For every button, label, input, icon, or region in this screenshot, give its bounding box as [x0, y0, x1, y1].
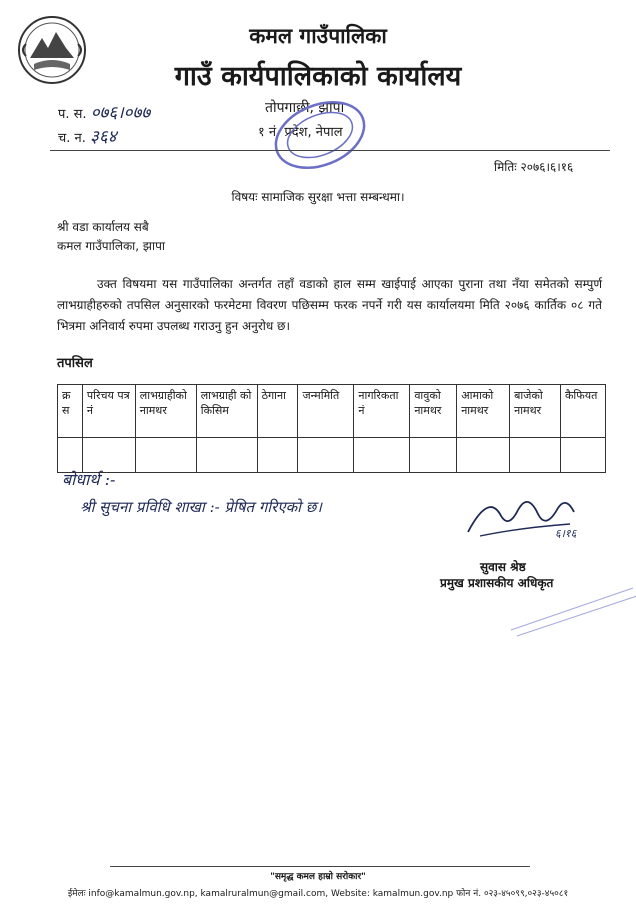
table-header-cell: वावुको नामथर: [410, 385, 457, 438]
address-line-1: तोपगाछी, झापा: [265, 100, 345, 116]
cc-note: श्री सुचना प्रविधि शाखा :- प्रेषित गरिएको छ।: [80, 498, 322, 516]
beneficiary-table: [57, 384, 606, 473]
table-header-cell: कैफियत: [560, 385, 605, 438]
table-cell: [510, 438, 561, 473]
footer-motto: "समृद्ध कमल हाम्रो सरोकार": [270, 872, 366, 882]
office-stamp-icon: [265, 95, 375, 175]
signatory-title: प्रमुख प्रशासकीय अधिकृत: [440, 576, 554, 590]
table-title: तपसिल: [57, 356, 93, 371]
table-header-cell: नागरिकता नं: [354, 385, 410, 438]
table-header-cell: लाभग्राही को किसिम: [196, 385, 257, 438]
table-header-cell: क्र स: [58, 385, 83, 438]
cn-row: [58, 124, 117, 147]
table-cell: [457, 438, 510, 473]
recipient-line-2: कमल गाउँपालिका, झापा: [57, 239, 166, 253]
signature-icon: [458, 484, 588, 554]
date-value: २०७६।६।१६: [520, 160, 574, 174]
table-header-cell: बाजेको नामथर: [510, 385, 561, 438]
table-cell: [354, 438, 410, 473]
address-line-2: १ नं. प्रदेश, नेपाल: [258, 125, 343, 140]
table-cell: [257, 438, 298, 473]
cn-label: च. न.: [58, 131, 86, 146]
cc-label: बोधार्थ :-: [62, 470, 116, 489]
ps-label: प. स.: [58, 107, 87, 122]
table-cell: [410, 438, 457, 473]
date-label: मितिः: [494, 160, 517, 174]
table-cell: [298, 438, 354, 473]
subject-line: विषयः सामाजिक सुरक्षा भत्ता सम्बन्धमा।: [231, 190, 405, 204]
date-row: [494, 158, 573, 175]
ps-value: ०७६।०७७: [90, 103, 151, 123]
header-divider: [50, 150, 610, 151]
signatory-name: सुवास श्रेष्ठ: [480, 560, 526, 574]
table-cell: [196, 438, 257, 473]
recipient-line-1: श्री वडा कार्यालय सबै: [57, 220, 149, 234]
table-header-cell: जन्ममिति: [298, 385, 354, 438]
table-header-row: [58, 385, 606, 438]
name-stamp-icon: [505, 570, 636, 640]
office-name: गाउँ कार्यपालिकाको कार्यालय: [174, 61, 462, 92]
table-header-cell: लाभग्राहीको नामथर: [135, 385, 196, 438]
footer-divider: [110, 866, 530, 867]
body-paragraph: उक्त विषयमा यस गाउँपालिका अन्तर्गत तहाँ वडाको हाल सम्म खाईपाई आएका पुराना तथा नँया समेतको सम्पुर्ण लाभग्राहीहरुको तपसिल अनुसारको फरमेटमा विवरण पछिसम्म फरक नपर्ने गरी यस कार्यालयमा मिति २०७६ कार्तिक ०८ गते भित्रमा अनिवार्य रुपमा उपलब्ध गराउनु हुन अनुरोध छ।: [57, 277, 602, 333]
footer-contact: ईमेलः info@kamalmun.gov.np, kamalruralmun@gmail.com, Website: kamalmun.gov.np फोन नं. ०२३-४५०९९,०२३-४५०८१: [67, 889, 569, 899]
org-name: कमल गाउँपालिका: [249, 24, 387, 48]
table-cell: [135, 438, 196, 473]
ps-row: [58, 100, 150, 123]
table-header-cell: परिचय पत्र नं: [82, 385, 135, 438]
table-header-cell: ठेगाना: [257, 385, 298, 438]
signature-date: ६।१६: [555, 527, 577, 540]
table-header-cell: आमाको नामथर: [457, 385, 510, 438]
table-cell: [560, 438, 605, 473]
table-row: [58, 438, 606, 473]
cn-value: ३६४: [90, 127, 117, 147]
